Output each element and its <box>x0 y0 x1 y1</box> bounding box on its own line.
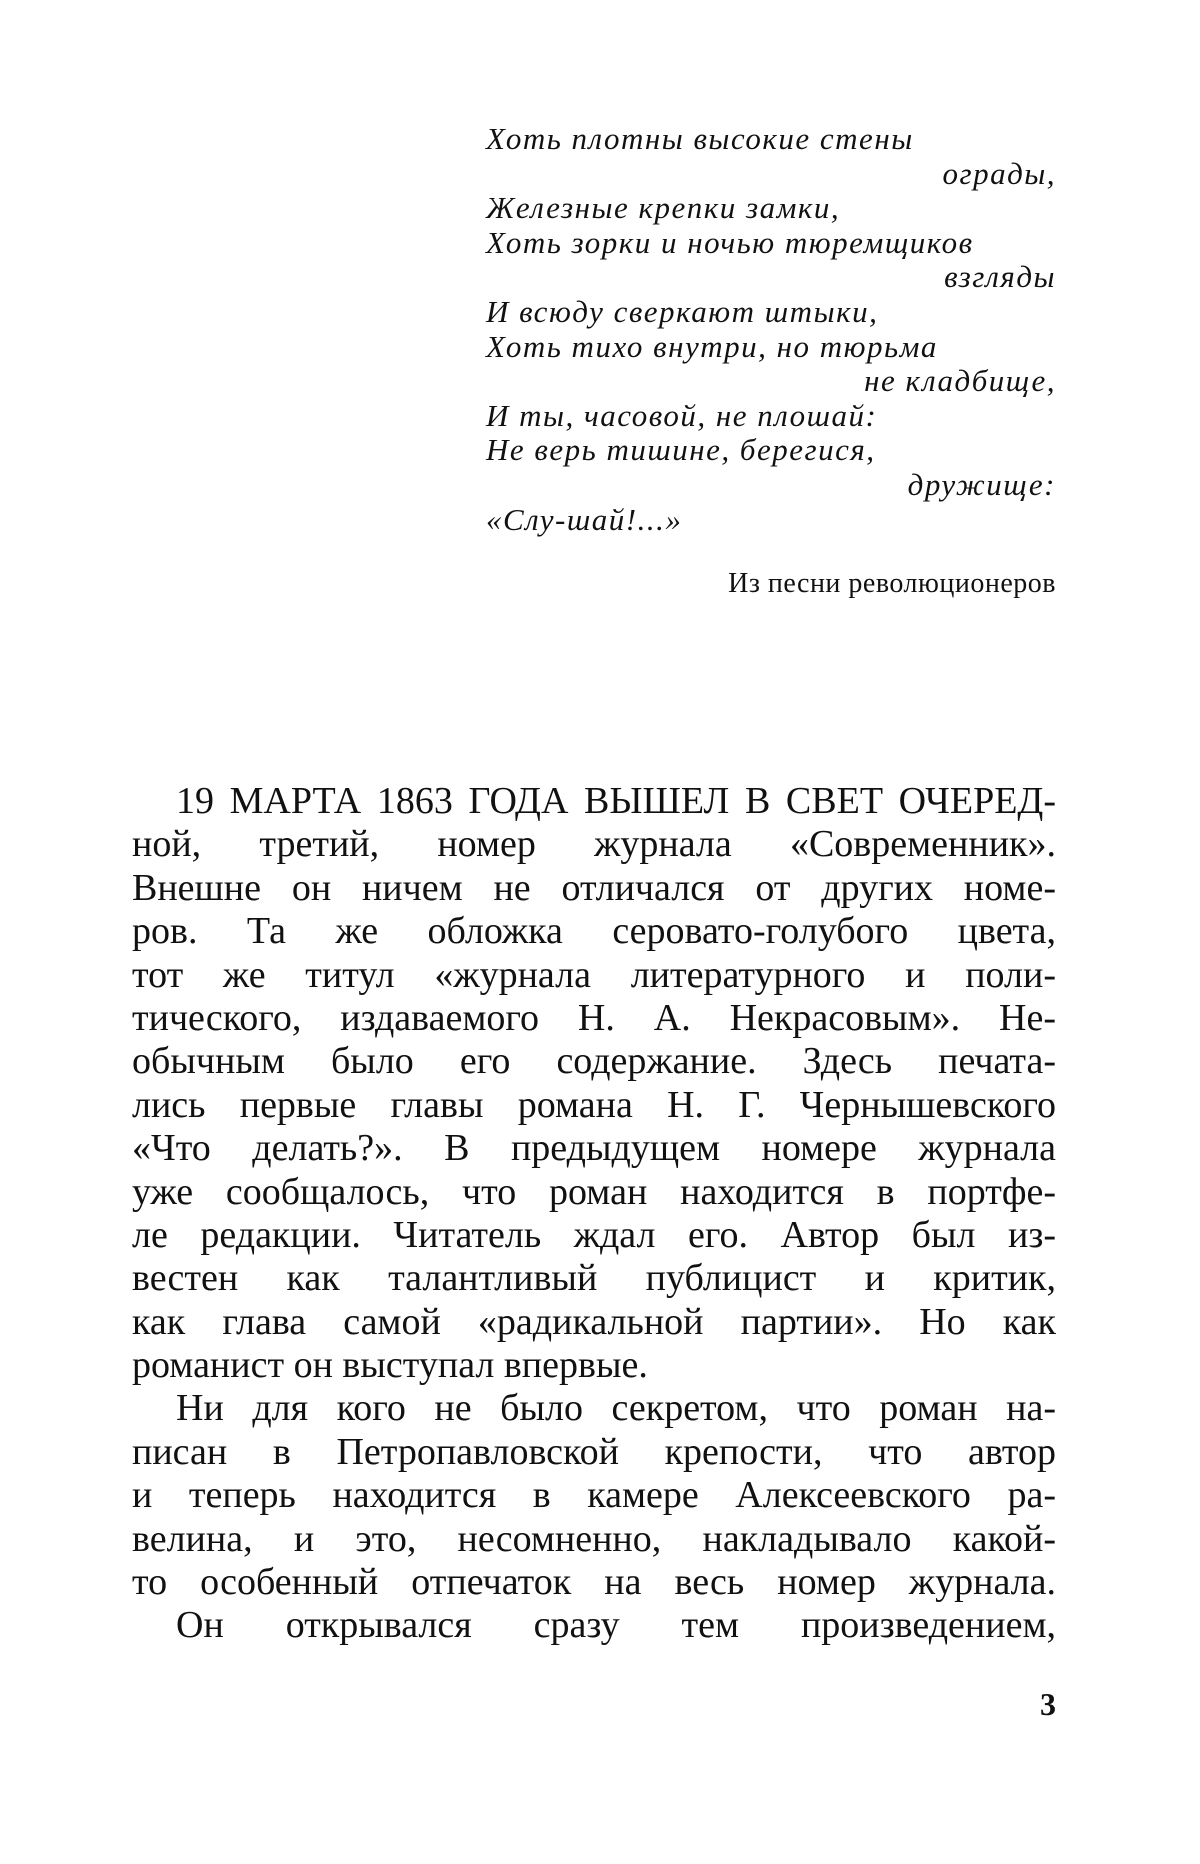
body-line: ров. Та же обложка серовато-голубого цвета, <box>132 910 1056 953</box>
body-line: и теперь находится в камере Алексеевского ра- <box>132 1474 1056 1517</box>
body-line: велина, и это, несомненно, накладывало какой- <box>132 1517 1056 1560</box>
epigraph-line: Не верь тишине, берегися, <box>486 432 876 468</box>
body-line: обычным было его содержание. Здесь печата- <box>132 1040 1056 1083</box>
body-line: Он открывался сразу тем произведением, <box>176 1604 1056 1647</box>
body-line: вестен как талантливый публицист и критик, <box>132 1257 1056 1300</box>
epigraph-line: взгляды <box>944 259 1056 295</box>
body-line: уже сообщалось, что роман находится в портфе- <box>132 1170 1056 1213</box>
body-line: ле редакции. Читатель ждал его. Автор был из- <box>132 1213 1056 1256</box>
epigraph-line: дружище: <box>907 466 1056 502</box>
body-line: как глава самой «радикальной партии». Но как <box>132 1300 1056 1343</box>
body-line: то особенный отпечаток на весь номер журнала. <box>132 1561 1056 1604</box>
body-line: ной, третий, номер журнала «Современник». <box>132 823 1056 866</box>
epigraph-line: «Слу-шай!...» <box>486 501 683 537</box>
body-line: писан в Петропавловской крепости, что автор <box>132 1430 1056 1473</box>
epigraph-source: Из песни революционеров <box>728 568 1056 599</box>
page-number: 3 <box>1040 1686 1056 1722</box>
epigraph-line: Хоть плотны высокие стены <box>486 121 914 156</box>
epigraph-line: Железные крепки замки, <box>486 190 841 226</box>
body-line: Внешне он ничем не отличался от других номе- <box>132 866 1056 909</box>
body-line: тот же титул «журнала литературного и поли- <box>132 953 1056 996</box>
epigraph-line: ограды, <box>942 155 1056 191</box>
body-line: 19 МАРТА 1863 ГОДА ВЫШЕЛ В СВЕТ ОЧЕРЕД- <box>176 780 1056 822</box>
epigraph-line: Хоть тихо внутри, но тюрьма <box>486 328 938 364</box>
body-line: «Что делать?». В предыдущем номере журнала <box>132 1127 1056 1170</box>
epigraph-line: Хоть зорки и ночью тюремщиков <box>486 224 974 260</box>
epigraph <box>486 122 1056 537</box>
body-line: тического, издаваемого Н. А. Некрасовым». Не- <box>132 996 1056 1039</box>
epigraph-line: не кладбище, <box>864 363 1056 399</box>
body-line: лись первые главы романа Н. Г. Чернышевского <box>132 1083 1056 1126</box>
body-line: романист он выступал впервые. <box>132 1344 648 1387</box>
epigraph-line: И всюду сверкают штыки, <box>486 293 879 329</box>
body-text <box>132 780 1056 1648</box>
epigraph-line: И ты, часовой, не плошай: <box>486 397 878 433</box>
body-line: Ни для кого не было секретом, что роман на- <box>176 1387 1056 1430</box>
